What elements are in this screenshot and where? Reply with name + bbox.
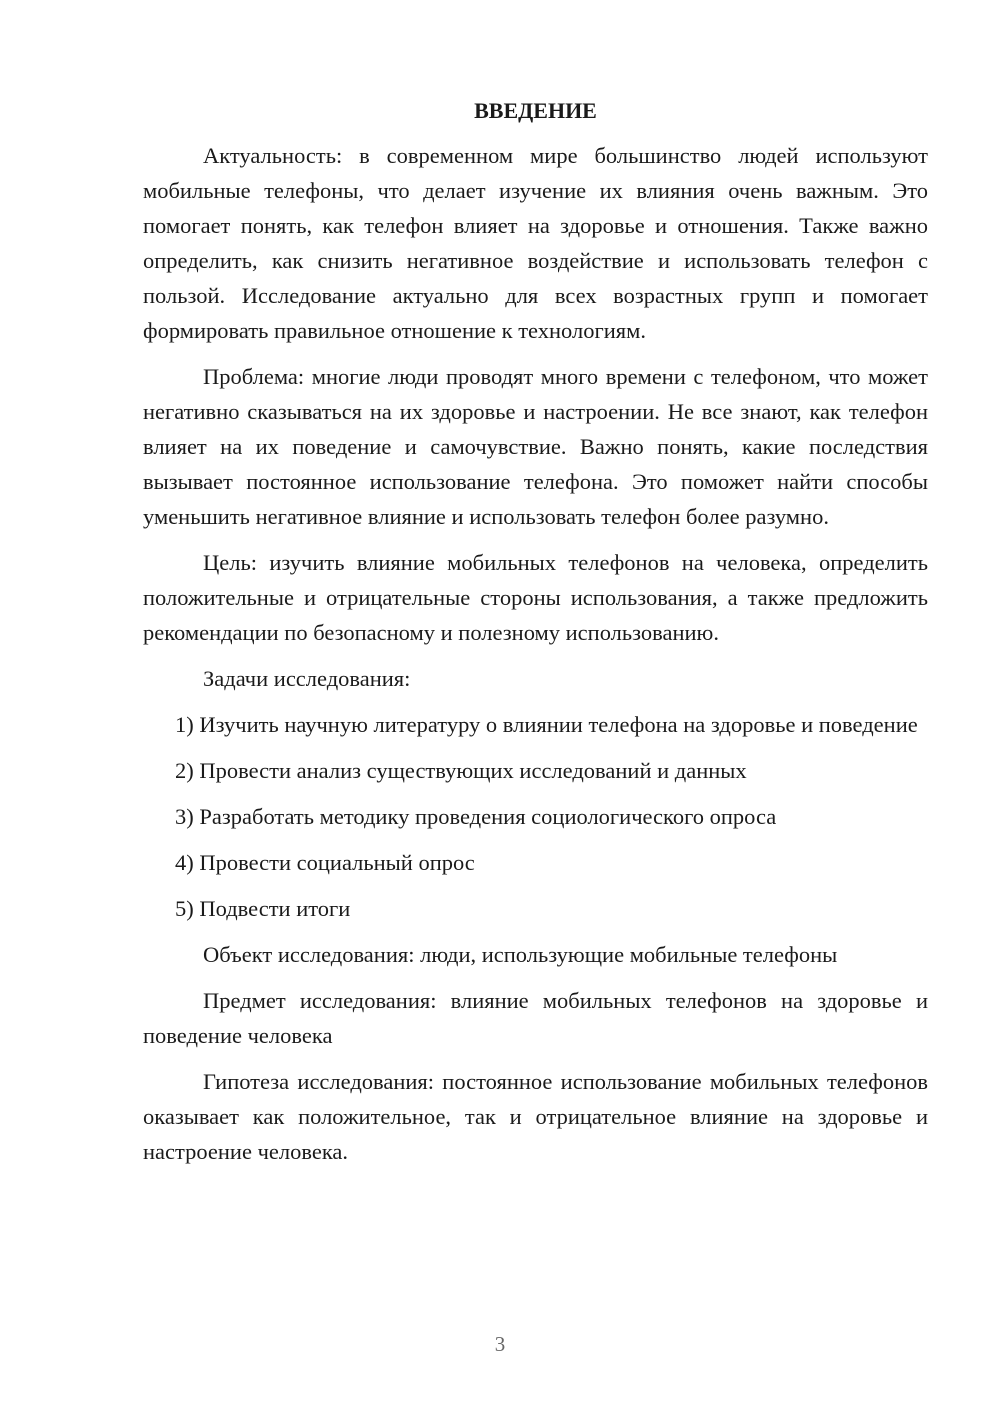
relevance-paragraph: Актуальность: в современном мире большинство людей используют мобильные телефоны, что делает изучение их влияния очень важным. Это помогает понять, как телефон влияет на здоровье и отношения. Также важно определить, как снизить негативное воздействие и использовать телефон с пользой. Исследование актуально для всех возрастных групп и помогает формировать правильное отношение к технологиям. (143, 143, 928, 343)
goal-paragraph: Цель: изучить влияние мобильных телефонов на человека, определить положительные и отрицательные стороны использования, а также предложить рекомендации по безопасному и полезному использованию. (143, 550, 928, 645)
page-content (143, 93, 928, 1180)
task-item-4: 4) Провести социальный опрос (175, 850, 475, 875)
task-item-2: 2) Провести анализ существующих исследований и данных (175, 758, 747, 783)
hypothesis-paragraph: Гипотеза исследования: постоянное использование мобильных телефонов оказывает как положительное, так и отрицательное влияние на здоровье и настроение человека. (143, 1069, 928, 1164)
task-item-1: 1) Изучить научную литературу о влиянии телефона на здоровье и поведение (175, 712, 918, 737)
problem-paragraph: Проблема: многие люди проводят много времени с телефоном, что может негативно сказываться на их здоровье и настроении. Не все знают, как телефон влияет на их поведение и самочувствие. Важно понять, какие последствия вызывает постоянное использование телефона. Это поможет найти способы уменьшить негативное влияние и использовать телефон более разумно. (143, 364, 928, 529)
object-paragraph: Объект исследования: люди, использующие мобильные телефоны (203, 942, 838, 967)
task-item-5: 5) Подвести итоги (175, 896, 351, 921)
subject-paragraph: Предмет исследования: влияние мобильных телефонов на здоровье и поведение человека (143, 988, 928, 1048)
task-item-3: 3) Разработать методику проведения социологического опроса (175, 804, 777, 829)
page-number: 3 (494, 1332, 506, 1356)
section-title: ВВЕДЕНИЕ (474, 98, 597, 123)
tasks-heading: Задачи исследования: (203, 666, 411, 691)
